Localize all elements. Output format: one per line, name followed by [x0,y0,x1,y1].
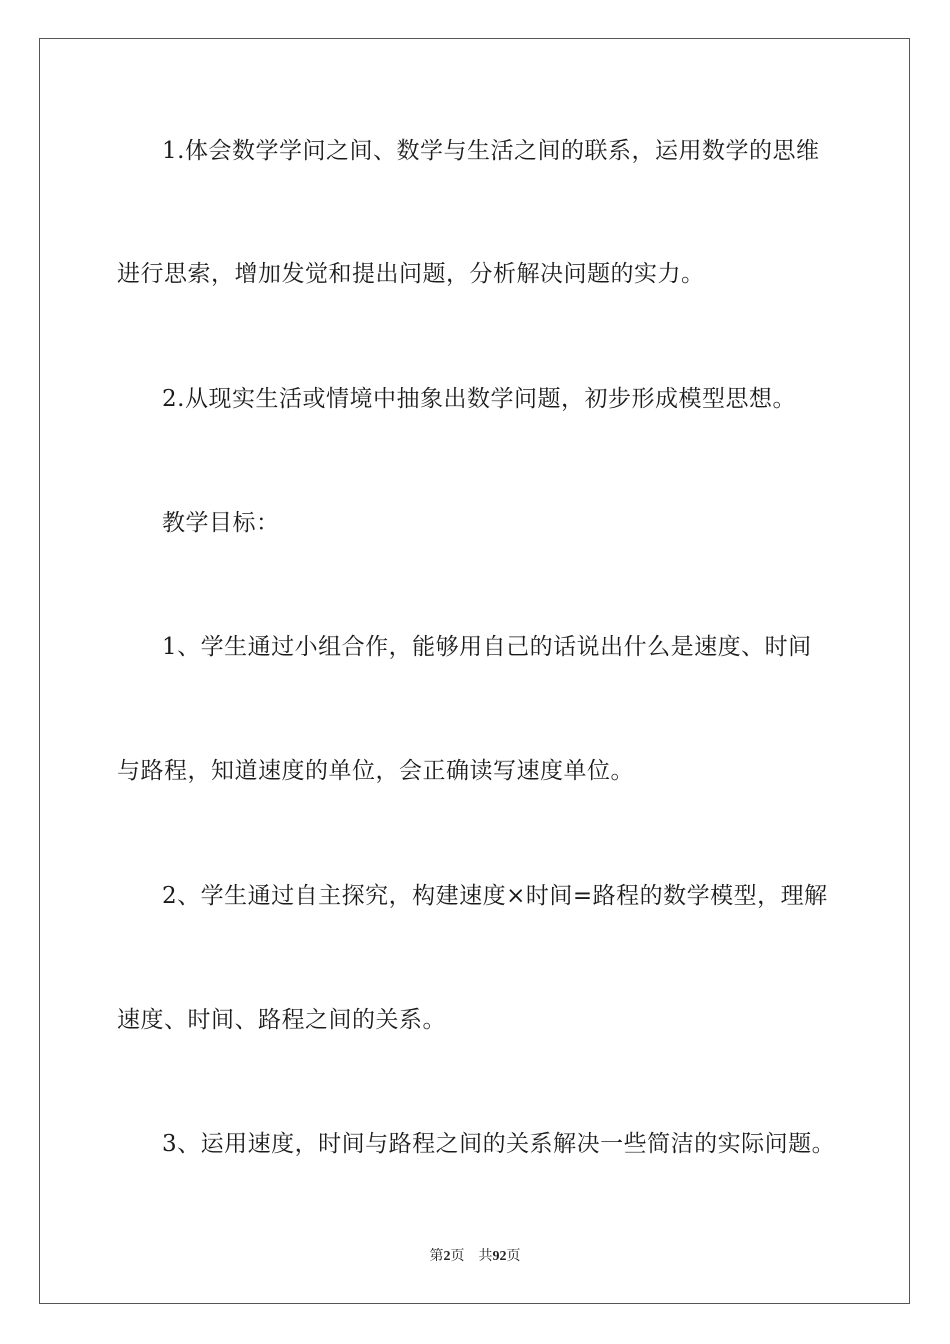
paragraph-line-2: 进行思索，增加发觉和提出问题，分析解决问题的实力。 [117,261,705,287]
footer-page-prefix: 第 [429,1249,444,1264]
paragraph-line-8: 速度、时间、路程之间的关系。 [117,1007,446,1033]
page-border [39,38,910,1304]
footer-page-suffix: 页 [450,1249,465,1264]
paragraph-line-5: 1、学生通过小组合作，能够用自己的话说出什么是速度、时间 [162,634,812,660]
section-heading: 教学目标： [162,510,280,536]
footer-total-pages: 92 [492,1249,507,1264]
paragraph-line-7: 2、学生通过自主探究，构建速度×时间=路程的数学模型，理解 [162,883,828,909]
footer-total-suffix: 页 [506,1249,521,1264]
paragraph-line-3: 2.从现实生活或情境中抽象出数学问题，初步形成模型思想。 [162,386,796,412]
page-footer [0,1248,950,1266]
paragraph-line-6: 与路程，知道速度的单位，会正确读写速度单位。 [117,758,634,784]
footer-total-prefix: 共 [478,1249,493,1264]
footer-page-number: 2 [443,1249,451,1264]
paragraph-line-1: 1.体会数学学问之间、数学与生活之间的联系，运用数学的思维 [162,138,820,164]
paragraph-line-9: 3、运用速度，时间与路程之间的关系解决一些简洁的实际问题。 [162,1131,836,1157]
